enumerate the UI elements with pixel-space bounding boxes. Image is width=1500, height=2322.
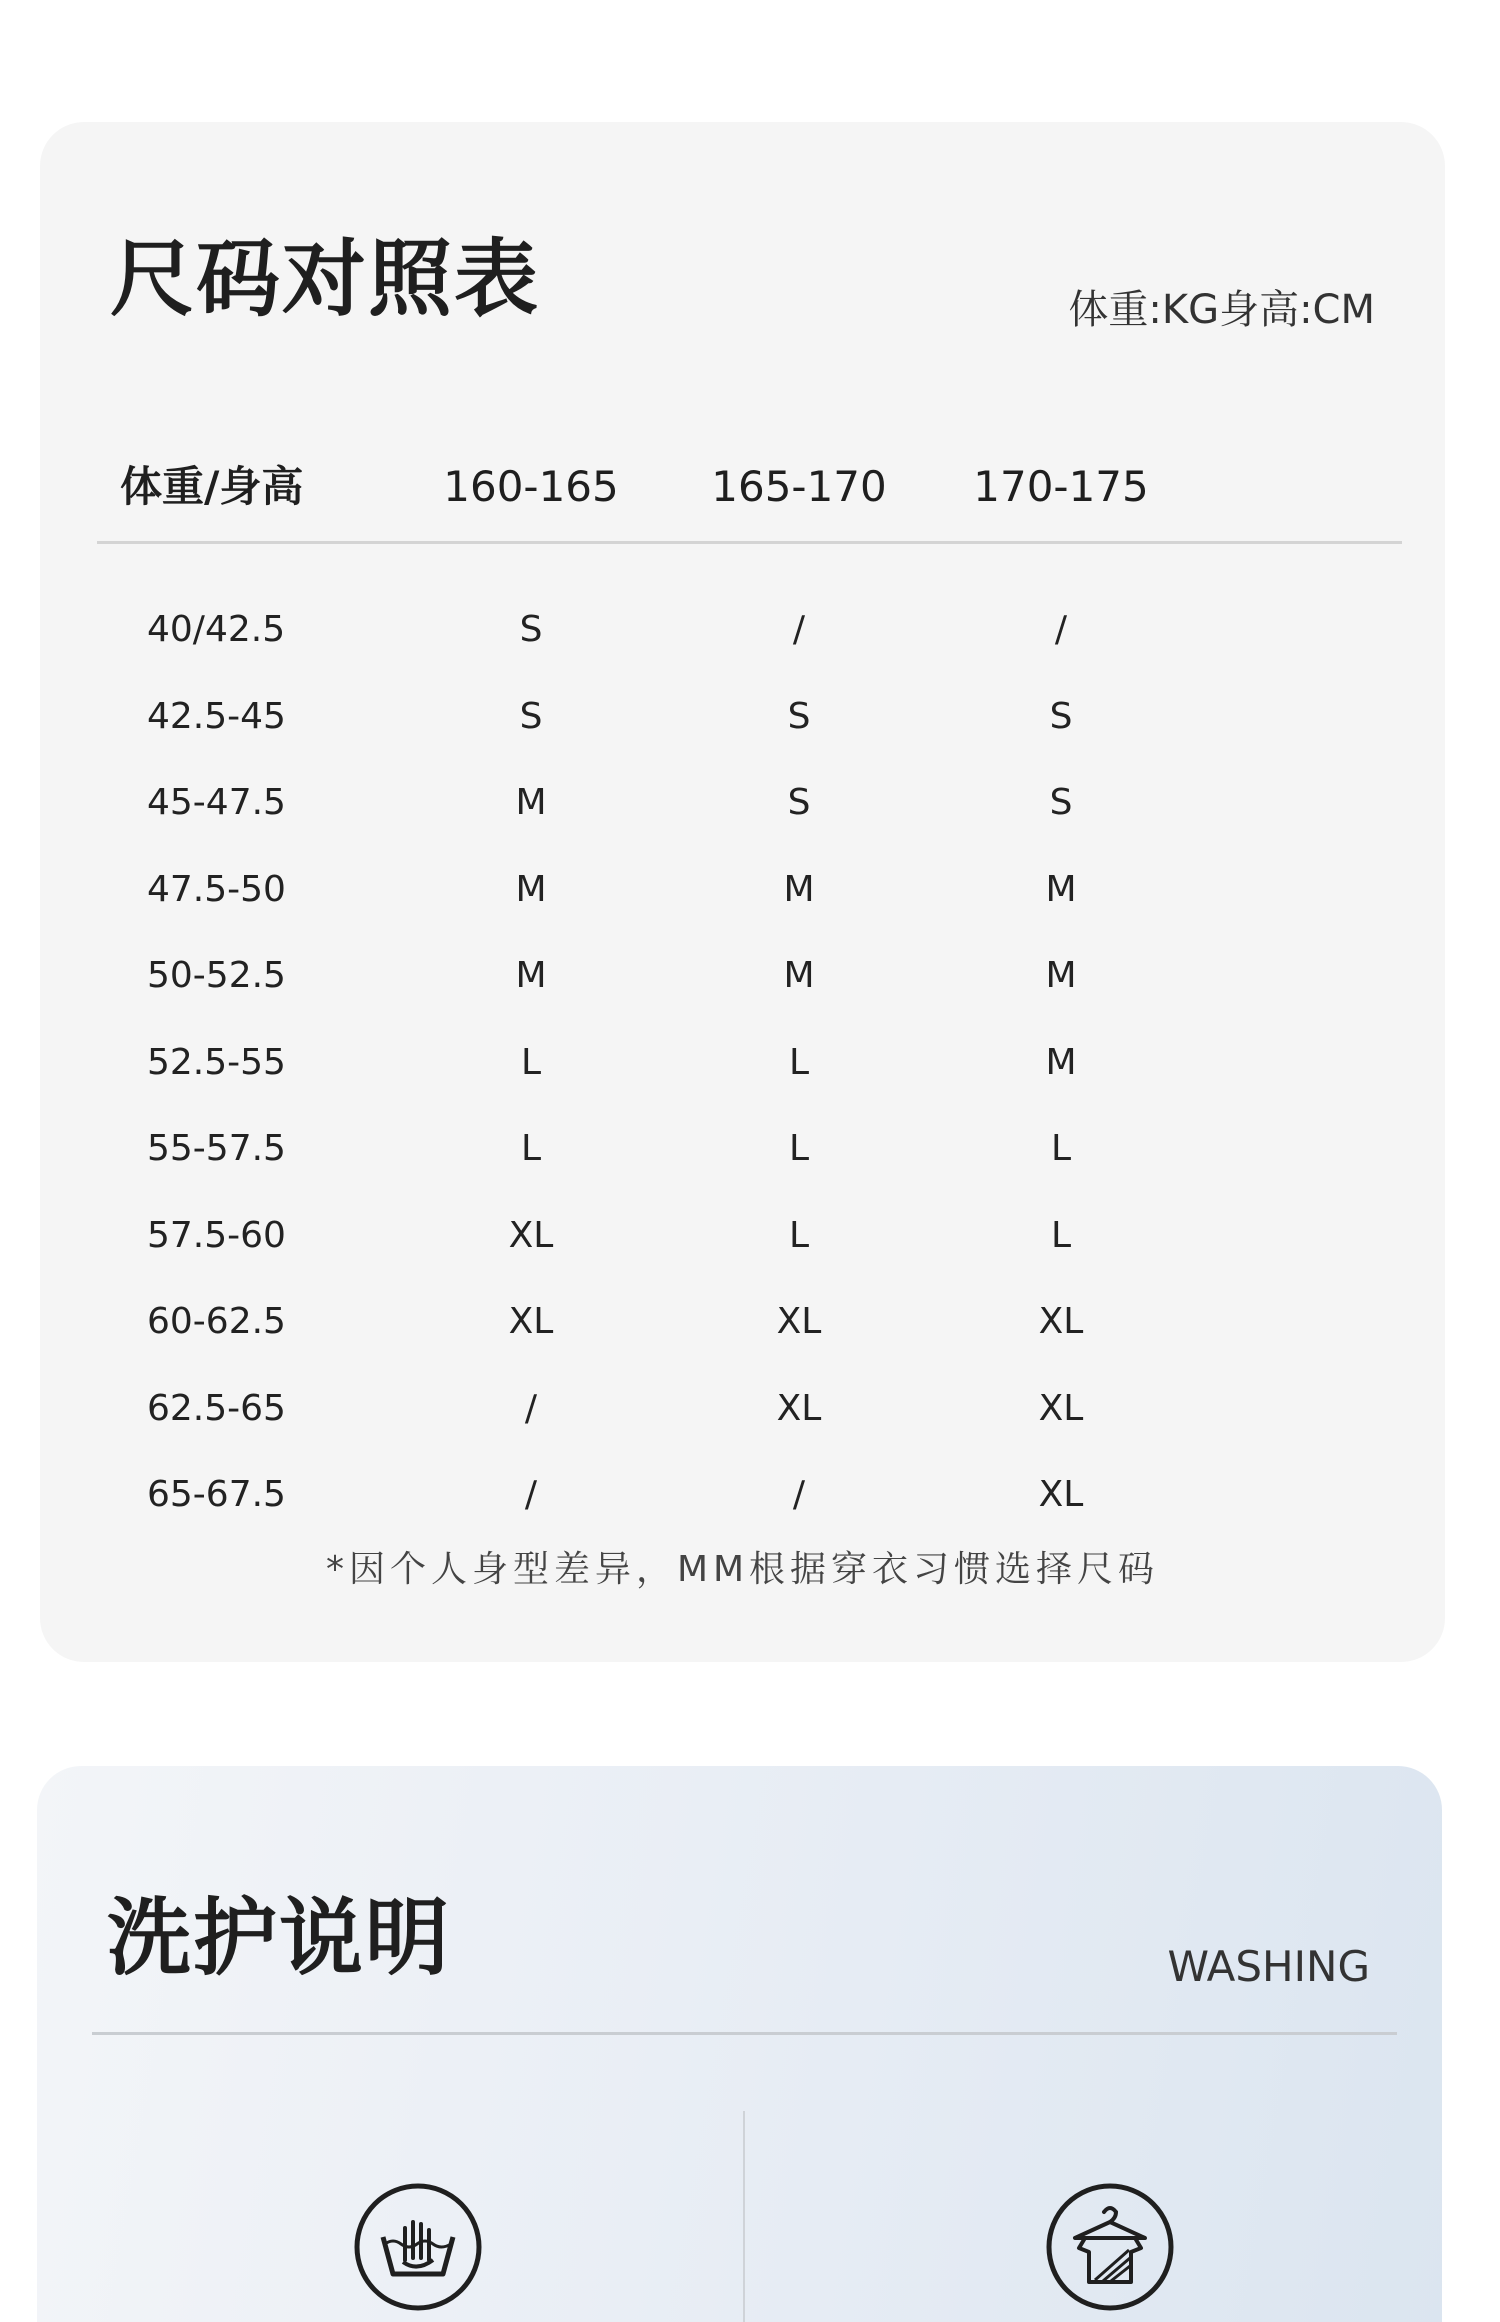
table-row bbox=[40, 933, 1445, 1020]
size-cell: / bbox=[524, 1474, 538, 1515]
table-row bbox=[40, 1366, 1445, 1453]
row-weight-range: 57.5-60 bbox=[147, 1214, 286, 1256]
hand-wash-icon bbox=[353, 2182, 483, 2312]
row-weight-range: 65-67.5 bbox=[147, 1474, 286, 1515]
washing-title: 洗护说明 bbox=[107, 1889, 452, 1987]
header-height-170-175: 170-175 bbox=[973, 462, 1149, 511]
size-table-body bbox=[40, 587, 1445, 1539]
hang-dry-icon bbox=[1045, 2182, 1175, 2312]
table-row bbox=[40, 587, 1445, 674]
header-weight-height: 体重/身高 bbox=[120, 462, 304, 511]
size-cell: M bbox=[783, 868, 815, 910]
size-chart-card bbox=[40, 122, 1445, 1662]
size-chart-unit: 体重:KG身高:CM bbox=[1068, 287, 1375, 333]
size-cell: XL bbox=[1038, 1301, 1084, 1342]
table-row bbox=[40, 1020, 1445, 1107]
size-cell: S bbox=[1049, 695, 1073, 737]
washing-column-divider bbox=[743, 2111, 745, 2322]
size-cell: M bbox=[515, 955, 547, 996]
size-chart-title: 尺码对照表 bbox=[110, 230, 541, 328]
header-divider bbox=[97, 541, 1402, 544]
size-cell: XL bbox=[508, 1214, 554, 1256]
table-row bbox=[40, 1279, 1445, 1366]
size-table-header bbox=[40, 452, 1445, 522]
size-cell: XL bbox=[508, 1301, 554, 1342]
header-height-160-165: 160-165 bbox=[443, 462, 619, 511]
size-cell: S bbox=[519, 609, 543, 650]
size-cell: M bbox=[783, 955, 815, 996]
table-row bbox=[40, 847, 1445, 934]
washing-divider bbox=[92, 2032, 1397, 2035]
size-cell: M bbox=[1045, 868, 1077, 910]
size-cell: L bbox=[520, 1041, 542, 1083]
row-weight-range: 55-57.5 bbox=[147, 1128, 286, 1169]
size-cell: / bbox=[1054, 609, 1068, 650]
size-cell: L bbox=[788, 1041, 810, 1083]
washing-card bbox=[37, 1766, 1442, 2322]
row-weight-range: 50-52.5 bbox=[147, 955, 286, 996]
size-cell: / bbox=[524, 1387, 538, 1429]
size-cell: XL bbox=[1038, 1474, 1084, 1515]
size-cell: / bbox=[792, 1474, 806, 1515]
row-weight-range: 62.5-65 bbox=[147, 1387, 286, 1429]
table-row bbox=[40, 1193, 1445, 1280]
row-weight-range: 52.5-55 bbox=[147, 1041, 286, 1083]
size-cell: S bbox=[519, 695, 543, 737]
size-cell: XL bbox=[1038, 1387, 1084, 1429]
size-cell: S bbox=[787, 782, 811, 823]
row-weight-range: 45-47.5 bbox=[147, 782, 286, 823]
size-cell: L bbox=[788, 1128, 810, 1169]
size-chart-note: *因个人身型差异，MM根据穿衣习惯选择尺码 bbox=[325, 1549, 1160, 1590]
washing-subtitle: WASHING bbox=[1167, 1942, 1370, 1991]
table-row bbox=[40, 760, 1445, 847]
size-cell: M bbox=[1045, 1041, 1077, 1083]
size-cell: / bbox=[792, 609, 806, 650]
table-row bbox=[40, 674, 1445, 761]
row-weight-range: 42.5-45 bbox=[147, 695, 286, 737]
row-weight-range: 60-62.5 bbox=[147, 1301, 286, 1342]
table-row bbox=[40, 1452, 1445, 1539]
table-row bbox=[40, 1106, 1445, 1193]
size-cell: L bbox=[1050, 1128, 1072, 1169]
size-cell: M bbox=[515, 782, 547, 823]
row-weight-range: 40/42.5 bbox=[147, 609, 286, 650]
size-cell: XL bbox=[776, 1301, 822, 1342]
size-cell: S bbox=[787, 695, 811, 737]
size-cell: M bbox=[1045, 955, 1077, 996]
size-cell: XL bbox=[776, 1387, 822, 1429]
size-cell: M bbox=[515, 868, 547, 910]
row-weight-range: 47.5-50 bbox=[147, 868, 286, 910]
size-cell: S bbox=[1049, 782, 1073, 823]
size-cell: L bbox=[788, 1214, 810, 1256]
size-cell: L bbox=[520, 1128, 542, 1169]
header-height-165-170: 165-170 bbox=[711, 462, 887, 511]
size-cell: L bbox=[1050, 1214, 1072, 1256]
